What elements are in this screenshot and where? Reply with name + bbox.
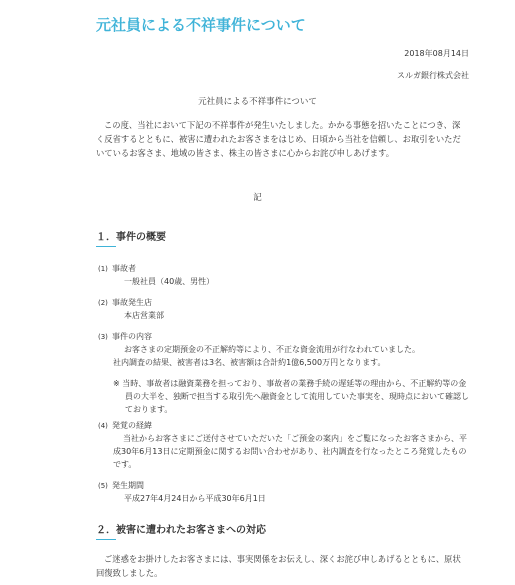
item-3 bbox=[98, 330, 152, 344]
item-3-detail-2: 社内調査の結果、被害者は3名、被害額は合計約1億6,500万円となります。 bbox=[113, 358, 386, 367]
item-5-detail: 平成27年4月24日から平成30年6月1日 bbox=[124, 494, 266, 503]
intro-paragraph: この度、当社において下記の不祥事件が発生いたしました。かかる事態を招いたことにつき、深く反省するとともに、被害に遭われたお客さまをはじめ、日頃から当社を信頼し、お取引をいただいているお客さま、地域の皆さま、株主の皆さまに心からお詫び申しあげます。 bbox=[96, 120, 461, 158]
note-text: ※ 当時、事故者は融資業務を担っており、事故者の業務手続の遅延等の理由から、不正解約等の金員の大半を、独断で担当する取引先へ融資金として流用していた事実を、現時点において確認しております。 bbox=[113, 379, 469, 414]
section2-heading: ２．被害に遭われたお客さまへの対応 bbox=[96, 525, 266, 536]
item-3-detail: お客さまの定期預金の不正解約等により、不正な資金流用が行なわれていました。 bbox=[124, 345, 420, 354]
item-2 bbox=[98, 296, 152, 310]
item-label: 発覚の経緯 bbox=[112, 421, 152, 430]
document-subtitle: 元社員による不祥事件について bbox=[198, 97, 317, 107]
item-marker: (4) bbox=[98, 422, 108, 430]
section1-note bbox=[113, 377, 469, 416]
page-title: 元社員による不祥事件について bbox=[96, 16, 306, 34]
item-label: 発生期間 bbox=[112, 481, 144, 490]
section1-underline bbox=[96, 246, 116, 247]
item-marker: (1) bbox=[98, 265, 108, 273]
item-4 bbox=[98, 419, 152, 433]
item-label: 事故発生店 bbox=[112, 298, 152, 307]
company-name: スルガ銀行株式会社 bbox=[397, 71, 469, 80]
item-1-detail: 一般社員（40歳、男性） bbox=[124, 277, 215, 286]
section2-paragraph: ご迷惑をお掛けしたお客さまには、事実関係をお伝えし、深くお詫び申しあげるとともに、原状回復致しました。 bbox=[96, 554, 461, 578]
item-5 bbox=[98, 479, 144, 493]
item-1 bbox=[98, 262, 136, 276]
item-4-detail: 当社からお客さまにご送付させていただいた「ご預金の案内」をご覧になったお客さまから、平成30年6月13日に定期預金に関するお問い合わせがあり、社内調査を行なったところ発覚したものです。 bbox=[113, 434, 467, 469]
section1-heading: １．事件の概要 bbox=[96, 232, 166, 243]
item-marker: (5) bbox=[98, 482, 108, 490]
item-label: 事故者 bbox=[112, 264, 136, 273]
item-2-detail: 本店営業部 bbox=[124, 311, 164, 320]
item-marker: (3) bbox=[98, 333, 108, 341]
ki-marker: 記 bbox=[253, 193, 262, 203]
release-date: 2018年08月14日 bbox=[404, 49, 469, 58]
section2-underline bbox=[96, 539, 116, 540]
item-marker: (2) bbox=[98, 299, 108, 307]
item-label: 事件の内容 bbox=[112, 332, 152, 341]
